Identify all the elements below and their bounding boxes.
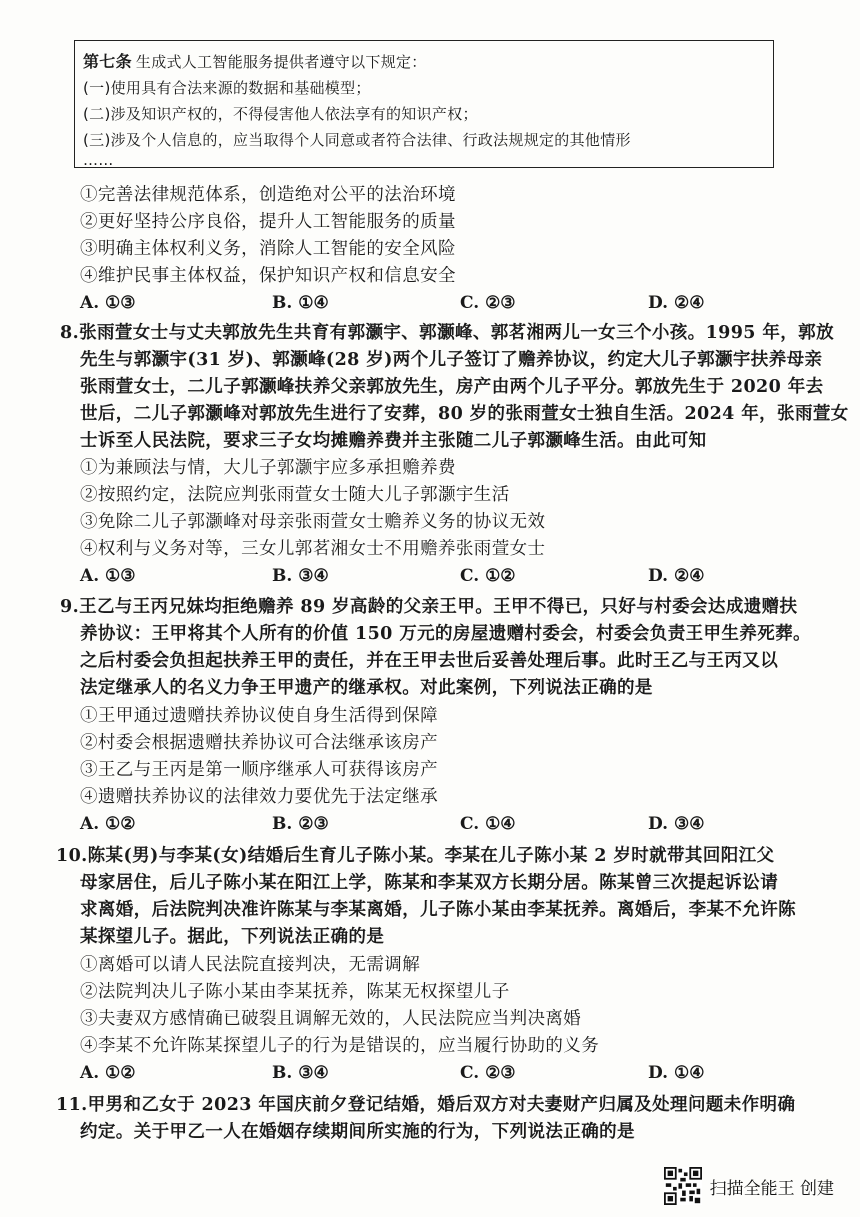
q7-option-d: D. ②④ (648, 293, 705, 313)
q8-option-c: C. ①② (460, 566, 516, 586)
q9-option-a: A. ①② (80, 814, 136, 834)
q8-statement-4: ④权利与义务对等，三女儿郭茗湘女士不用赡养张雨萱女士 (80, 539, 546, 559)
q11-number: 11. (56, 1095, 88, 1115)
law-excerpt-box (74, 40, 774, 168)
q7-option-b: B. ①④ (272, 293, 329, 313)
law-line-text: 生成式人工智能服务提供者遵守以下规定： (135, 53, 427, 71)
q8-stem-line-1 (60, 319, 834, 347)
q8-number: 8. (60, 323, 80, 343)
q7-statement-3: ③明确主体权利义务，消除人工智能的安全风险 (80, 239, 456, 259)
q10-option-a: A. ①② (80, 1063, 136, 1083)
q9-stem-line-3: 之后村委会负担起扶养王甲的责任，并在王甲去世后妥善处理后事。此时王乙与王丙又以 (80, 651, 779, 671)
q9-stem-line-1 (60, 593, 797, 621)
q9-statement-2: ②村委会根据遗赠扶养协议可合法继承该房产 (80, 733, 438, 753)
law-line-2: (一)使用具有合法来源的数据和基础模型； (83, 79, 371, 97)
qr-code-icon (664, 1167, 702, 1205)
q7-statement-4: ④维护民事主体权益，保护知识产权和信息安全 (80, 266, 456, 286)
law-line-1 (83, 49, 763, 75)
q10-stem-line-1 (56, 842, 774, 870)
q9-option-b: B. ②③ (272, 814, 329, 834)
q10-option-d: D. ①④ (648, 1063, 705, 1083)
q8-option-b: B. ③④ (272, 566, 329, 586)
q8-stem-line-5: 士诉至人民法院，要求三子女均摊赡养费并主张随二儿子郭灏峰生活。由此可知 (80, 431, 707, 451)
q10-stem-text-1: 陈某(男)与李某(女)结婚后生育儿子陈小某。李某在儿子陈小某 2 岁时就带其回阳江父 (87, 846, 775, 866)
law-line-5: …… (83, 151, 114, 169)
q11-stem-line-2: 约定。关于甲乙一人在婚姻存续期间所实施的行为，下列说法正确的是 (80, 1122, 635, 1142)
q9-option-c: C. ①④ (460, 814, 516, 834)
q8-option-d: D. ②④ (648, 566, 705, 586)
q8-stem-text-1: 张雨萱女士与丈夫郭放先生共育有郭灏宇、郭灏峰、郭茗湘两儿一女三个小孩。1995 年，郭放 (79, 323, 834, 343)
q9-statement-1: ①王甲通过遗赠扶养协议使自身生活得到保障 (80, 706, 438, 726)
article-number: 第七条 (83, 52, 132, 71)
scanner-watermark (664, 1167, 834, 1205)
scanner-watermark-text: 扫描全能王 创建 (709, 1178, 834, 1199)
q9-statement-4: ④遗赠扶养协议的法律效力要优先于法定继承 (80, 787, 438, 807)
q10-statement-4: ④李某不允许陈某探望儿子的行为是错误的，应当履行协助的义务 (80, 1036, 600, 1056)
law-line-3: (二)涉及知识产权的，不得侵害他人依法享有的知识产权； (83, 105, 478, 123)
q11-stem-line-1 (56, 1091, 795, 1119)
q9-number: 9. (60, 597, 80, 617)
q10-statement-3: ③夫妻双方感情确已破裂且调解无效的，人民法院应当判决离婚 (80, 1009, 582, 1029)
q10-number: 10. (56, 846, 88, 866)
q8-statement-3: ③免除二儿子郭灏峰对母亲张雨萱女士赡养义务的协议无效 (80, 512, 546, 532)
q10-stem-line-3: 求离婚，后法院判决准许陈某与李某离婚，儿子陈小某由李某抚养。离婚后，李某不允许陈 (80, 900, 796, 920)
q11-stem-text-1: 甲男和乙女于 2023 年国庆前夕登记结婚，婚后双方对夫妻财产归属及处理问题未作明确 (87, 1095, 796, 1115)
q8-statement-1: ①为兼顾法与情，大儿子郭灏宇应多承担赡养费 (80, 458, 456, 478)
q10-stem-line-4: 某探望儿子。据此，下列说法正确的是 (80, 927, 385, 947)
q7-option-c: C. ②③ (460, 293, 516, 313)
q9-stem-line-4: 法定继承人的名义力争王甲遗产的继承权。对此案例，下列说法正确的是 (80, 678, 653, 698)
q8-stem-line-4: 世后，二儿子郭灏峰对郭放先生进行了安葬，80 岁的张雨萱女士独自生活。2024 年，张雨萱女 (80, 404, 849, 424)
q7-statement-1: ①完善法律规范体系，创造绝对公平的法治环境 (80, 185, 456, 205)
q9-option-d: D. ③④ (648, 814, 705, 834)
q10-statement-1: ①离婚可以请人民法院直接判决，无需调解 (80, 955, 421, 975)
q7-option-a: A. ①③ (80, 293, 136, 313)
q7-statement-2: ②更好坚持公序良俗，提升人工智能服务的质量 (80, 212, 456, 232)
q9-stem-text-1: 王乙与王丙兄妹均拒绝赡养 89 岁高龄的父亲王甲。王甲不得已，只好与村委会达成遗赠扶 (79, 597, 798, 617)
q8-option-a: A. ①③ (80, 566, 136, 586)
q8-stem-line-2: 先生与郭灏宇(31 岁)、郭灏峰(28 岁)两个儿子签订了赡养协议，约定大儿子郭灏宇扶养母亲 (80, 350, 823, 370)
law-line-4: (三)涉及个人信息的，应当取得个人同意或者符合法律、行政法规规定的其他情形 (83, 131, 631, 149)
q10-stem-line-2: 母家居住，后儿子陈小某在阳江上学，陈某和李某双方长期分居。陈某曾三次提起诉讼请 (80, 873, 779, 893)
q8-stem-line-3: 张雨萱女士，二儿子郭灏峰扶养父亲郭放先生，房产由两个儿子平分。郭放先生于 2020 年去 (80, 377, 824, 397)
q8-statement-2: ②按照约定，法院应判张雨萱女士随大儿子郭灏宇生活 (80, 485, 510, 505)
q9-statement-3: ③王乙与王丙是第一顺序继承人可获得该房产 (80, 760, 438, 780)
q10-option-c: C. ②③ (460, 1063, 516, 1083)
q9-stem-line-2: 养协议：王甲将其个人所有的价值 150 万元的房屋遗赠村委会，村委会负责王甲生养死葬。 (80, 624, 811, 644)
q10-statement-2: ②法院判决儿子陈小某由李某抚养，陈某无权探望儿子 (80, 982, 510, 1002)
q10-option-b: B. ③④ (272, 1063, 329, 1083)
